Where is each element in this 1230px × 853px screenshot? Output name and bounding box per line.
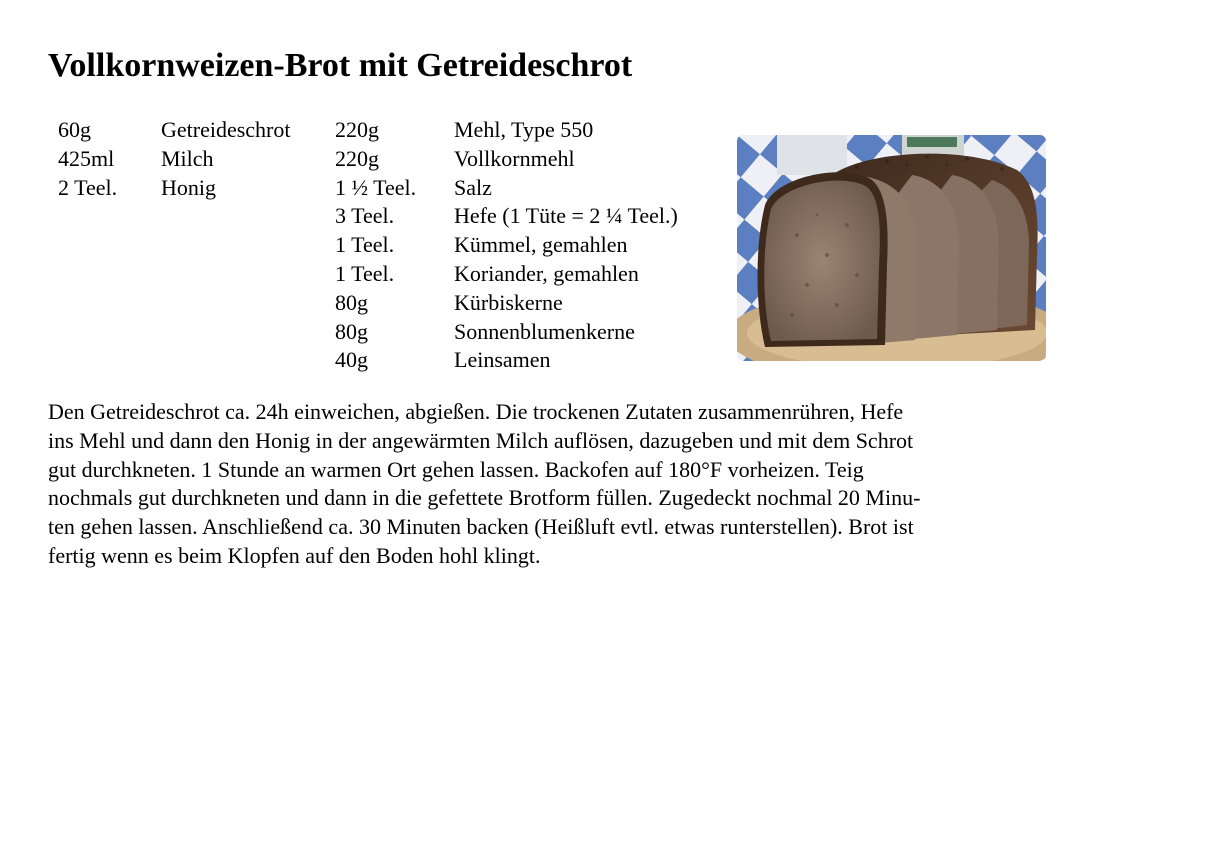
instructions-line: gut durchkneten. 1 Stunde an warmen Ort gehen lassen. Backofen auf 180°F vorheizen. Teig (48, 456, 864, 482)
instructions-line: Den Getreideschrot ca. 24h einweichen, abgießen. Die trockenen Zutaten zusammenrühren, Hefe (48, 399, 904, 424)
ingredient-name: Koriander, gemahlen (454, 260, 639, 286)
ingredient-name: Kümmel, gemahlen (454, 232, 628, 258)
ingredient-quantity: 220g (335, 145, 379, 171)
instructions-line: fertig wenn es beim Klopfen auf den Boden hohl klingt. (48, 542, 541, 568)
ingredient-row (58, 174, 291, 203)
ingredient-name: Hefe (1 Tüte = 2 ¼ Teel.) (454, 203, 678, 229)
ingredient-row (335, 289, 678, 318)
ingredient-row (335, 116, 678, 145)
ingredient-name: Milch (161, 145, 214, 171)
ingredient-name: Kürbiskerne (454, 289, 563, 315)
ingredient-quantity: 1 Teel. (335, 260, 395, 286)
ingredient-row (335, 202, 678, 231)
ingredient-row (335, 346, 678, 375)
instructions-line: ins Mehl und dann den Honig in der angewärmten Milch auflösen, dazugeben und mit dem Schrot (48, 427, 914, 453)
ingredient-quantity: 60g (58, 117, 91, 142)
ingredient-name: Leinsamen (454, 347, 551, 373)
ingredient-row (335, 231, 678, 260)
ingredient-quantity: 1 Teel. (335, 232, 395, 258)
recipe-title: Vollkornweizen-Brot mit Getreideschrot (48, 47, 633, 84)
ingredient-name: Honig (161, 174, 216, 200)
ingredient-quantity: 425ml (58, 145, 115, 171)
ingredient-row (335, 318, 678, 347)
ingredient-name: Sonnenblumenkerne (454, 318, 635, 344)
ingredient-name: Salz (454, 174, 492, 200)
ingredient-list-left (58, 116, 291, 202)
ingredient-quantity: 2 Teel. (58, 174, 118, 200)
instructions-line: ten gehen lassen. Anschließend ca. 30 Minuten backen (Heißluft evtl. etwas runterstellen). Brot ist (48, 514, 914, 540)
ingredient-name: Getreideschrot (161, 117, 291, 142)
ingredient-row (335, 174, 678, 203)
ingredient-quantity: 3 Teel. (335, 203, 395, 229)
ingredient-row (58, 116, 291, 145)
ingredient-name: Mehl, Type 550 (454, 117, 594, 142)
ingredient-quantity: 80g (335, 318, 368, 344)
ingredient-quantity: 1 ½ Teel. (335, 174, 417, 200)
ingredient-quantity: 220g (335, 117, 379, 142)
ingredient-row (335, 145, 678, 174)
ingredient-quantity: 40g (335, 347, 368, 373)
ingredient-quantity: 80g (335, 289, 368, 315)
ingredient-list-right (335, 116, 678, 375)
instructions-line: nochmals gut durchkneten und dann in die gefettete Brotform füllen. Zugedeckt nochmal 20 Minu- (48, 485, 921, 511)
bread-photo-icon (737, 135, 1046, 361)
ingredient-name: Vollkornmehl (454, 145, 575, 171)
ingredient-row (58, 145, 291, 174)
ingredient-row (335, 260, 678, 289)
instructions-text (48, 398, 1043, 571)
